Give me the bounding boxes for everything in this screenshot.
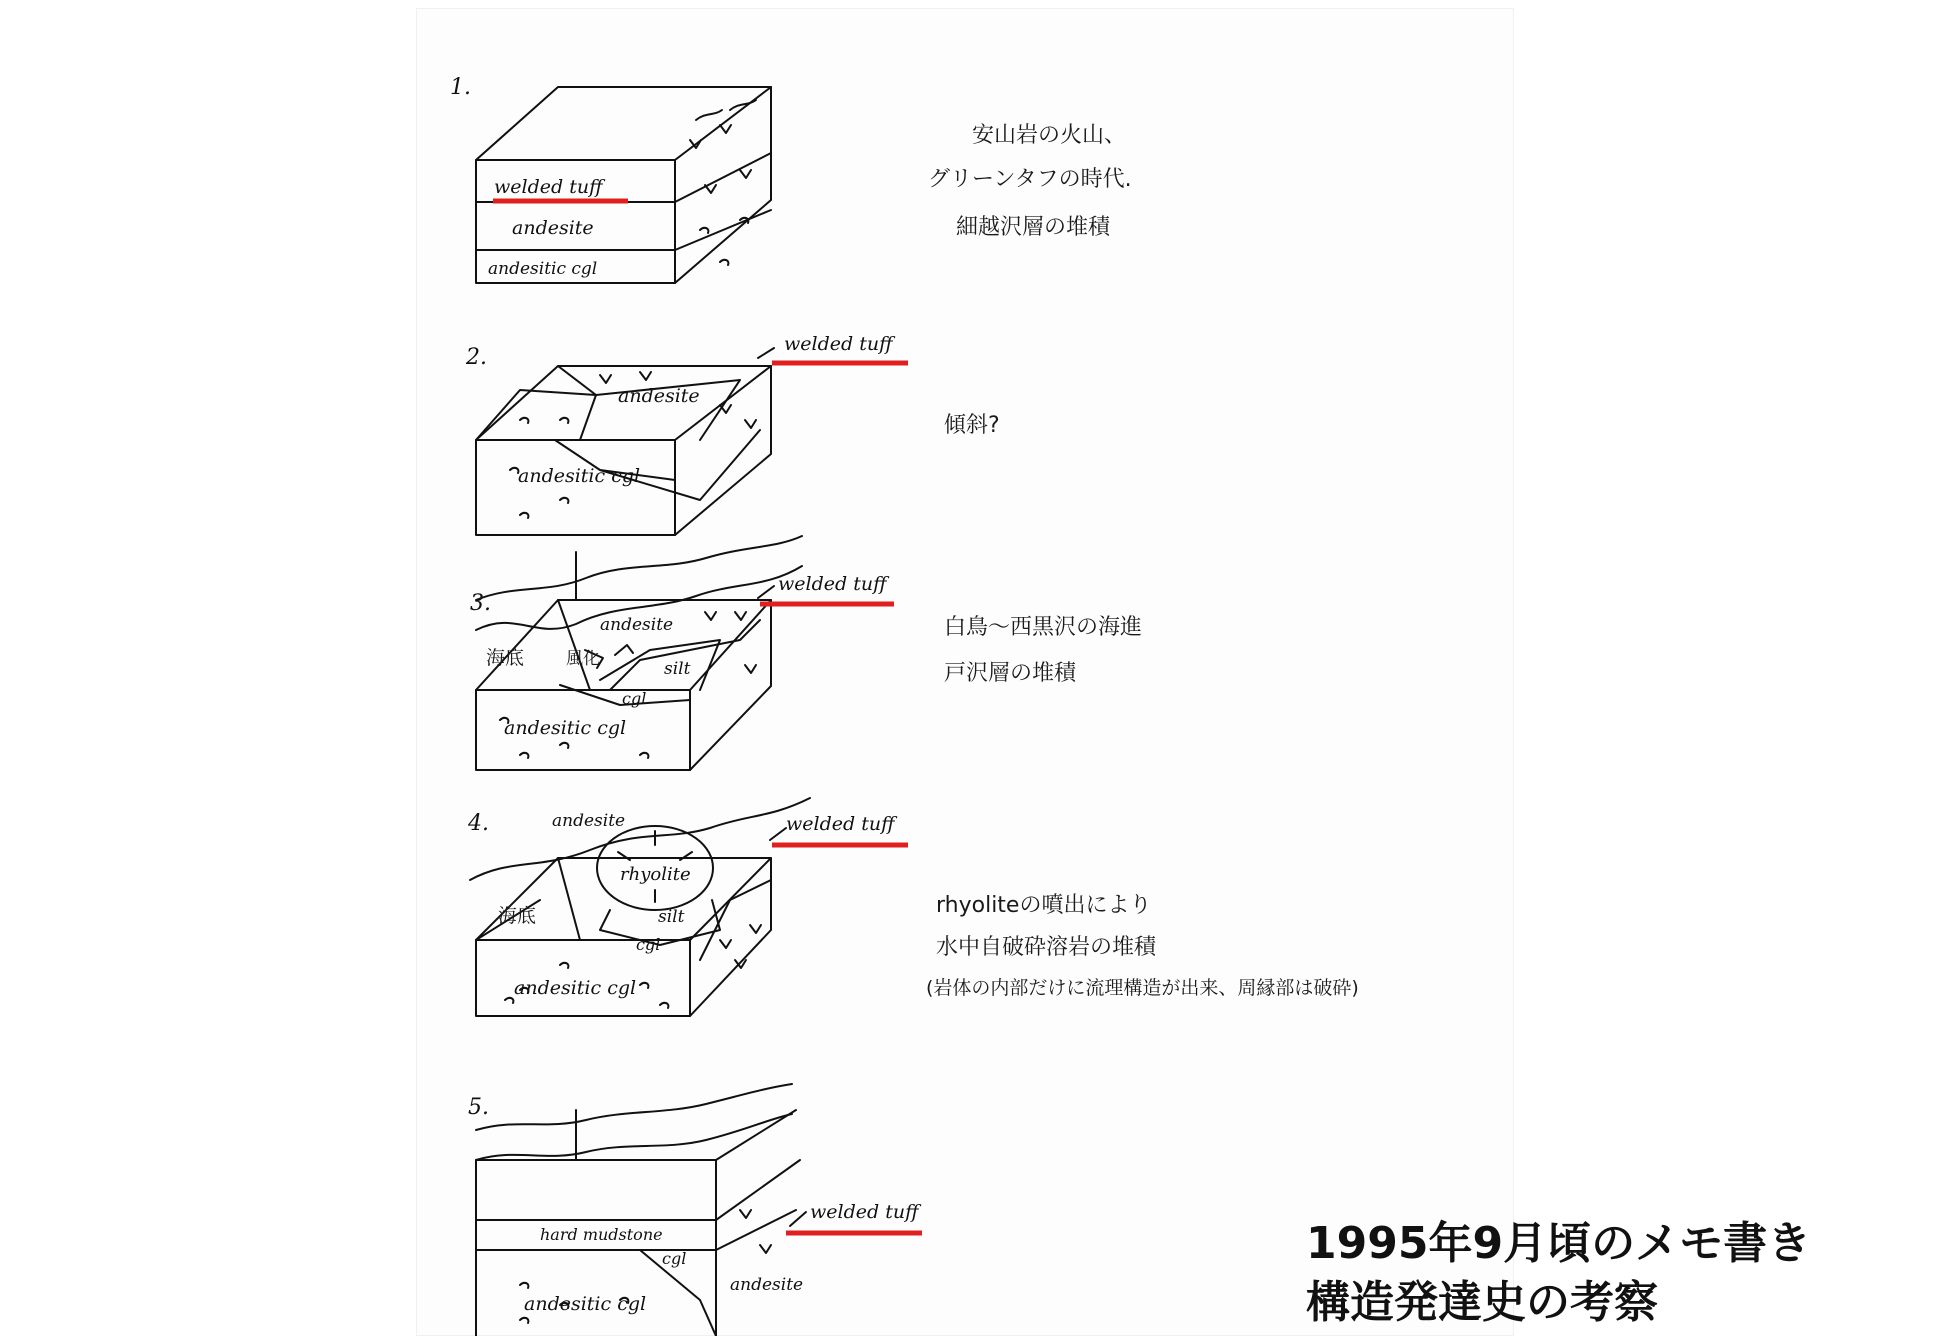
stage-2-note-1: 傾斜? — [944, 413, 1000, 438]
stage-3-label-cgl: cgl — [622, 689, 647, 708]
stage-1-label-andesitic-cgl: andesitic cgl — [488, 259, 598, 279]
stage-2-label-andesitic-cgl: andesitic cgl — [518, 465, 641, 487]
stage-3-number: 3. — [470, 591, 491, 616]
stage-3-note-2: 戸沢層の堆積 — [944, 661, 1077, 686]
stage-5-number: 5. — [468, 1095, 489, 1120]
caption-line-2: 構造発達史の考察 — [1306, 1277, 1658, 1328]
stage-3-label-weathering: 風化 — [566, 649, 600, 669]
stage-1-label-welded-tuff: welded tuff — [494, 176, 603, 198]
stage-4-label-sea-floor: 海底 — [498, 905, 537, 927]
caption-line-1: 1995年9月頃のメモ書き — [1306, 1218, 1812, 1269]
stage-2-label-welded-tuff: welded tuff — [784, 333, 893, 355]
stage-4-label-rhyolite: rhyolite — [620, 864, 691, 885]
stage-4-note-1: rhyoliteの噴出により — [936, 893, 1152, 918]
stage-3-label-welded-tuff: welded tuff — [778, 573, 887, 595]
stage-4-label-welded-tuff: welded tuff — [786, 813, 895, 835]
stage-1-label-andesite: andesite — [512, 217, 594, 239]
stage-3-label-andesitic-cgl: andesitic cgl — [504, 717, 627, 739]
stage-4-number: 4. — [468, 811, 489, 836]
stage-3-label-andesite: andesite — [600, 615, 674, 635]
stage-4-label-andesitic-cgl: andesitic cgl — [514, 977, 637, 999]
stage-1-note-3: 細越沢層の堆積 — [956, 215, 1111, 240]
stage-2-label-andesite: andesite — [618, 385, 700, 407]
stage-1-number: 1. — [450, 75, 471, 100]
stage-3-note-1: 白鳥〜西黒沢の海進 — [944, 615, 1143, 640]
stage-3-label-silt: silt — [664, 659, 691, 679]
stage-4-note-2: 水中自破砕溶岩の堆積 — [936, 935, 1157, 960]
stage-5-label-cgl: cgl — [662, 1249, 687, 1268]
stage-4-label-cgl: cgl — [636, 935, 661, 954]
stage-1-note-1: 安山岩の火山、 — [972, 123, 1127, 148]
stage-3-label-sea-floor: 海底 — [486, 647, 525, 669]
stage-4-label-silt: silt — [658, 907, 685, 927]
stage-5-label-welded-tuff: welded tuff — [810, 1201, 919, 1223]
stage-2-number: 2. — [466, 345, 487, 370]
stage-4-note-3: (岩体の内部だけに流理構造が出来、周縁部は破砕) — [926, 977, 1359, 999]
stage-5-label-andesite: andesite — [730, 1275, 804, 1295]
stage-5-label-hard-mudstone: hard mudstone — [540, 1225, 663, 1244]
stage-4-label-andesite: andesite — [552, 811, 626, 831]
stage-1-note-2: グリーンタフの時代. — [928, 167, 1132, 192]
stage-5-label-andesitic-cgl: andesitic cgl — [524, 1293, 647, 1315]
